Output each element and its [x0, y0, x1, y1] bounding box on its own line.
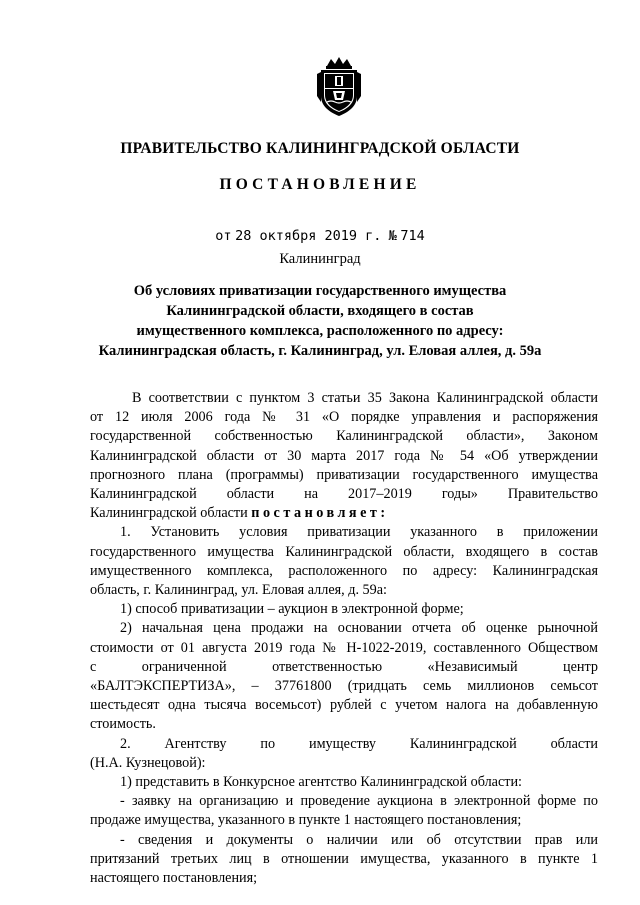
body-line: от 12 июля 2006 года № 31 «О порядке управления и распоряжения	[90, 409, 598, 426]
document-date: 28 октября 2019 г.	[235, 228, 382, 244]
title-line: имущественного комплекса, расположенного по адресу:	[136, 323, 504, 339]
body-line: Калининградской области на 2017–2019 годы» Правительство	[90, 486, 598, 503]
body-line: продаже имущества, указанного в пункте 1 настоящего постановления;	[90, 812, 522, 829]
body-line: стоимости от 01 августа 2019 года № Н-1022-2019, составленного Обществом	[90, 639, 598, 656]
document-number: 714	[400, 228, 425, 244]
date-prefix: от	[215, 228, 232, 244]
body-line-part: Калининградской области	[90, 505, 248, 522]
resolves-word: постановляет:	[251, 505, 389, 522]
title-line: Калининградская область, г. Калининград, ул. Еловая аллея, д. 59а	[98, 343, 542, 359]
title-line: Об условиях приватизации государственного имущества	[133, 283, 507, 299]
body-line: 1) способ приватизации – аукцион в электронной форме;	[120, 601, 464, 618]
body-line: прогнозного плана (программы) приватизации государственного имущества	[90, 466, 598, 483]
coat-of-arms-icon	[313, 56, 365, 118]
body-line: государственной собственностью Калининградской области», Законом	[90, 428, 598, 445]
body-line: настоящего постановления;	[90, 870, 258, 887]
body-line: - заявку на организацию и проведение аукциона в электронной форме по	[120, 793, 598, 810]
document-title	[50, 281, 590, 361]
date-line	[0, 228, 640, 245]
body-line: Калининградской области от 30 марта 2017 года № 54 «Об утверждении	[90, 447, 598, 464]
government-name: ПРАВИТЕЛЬСТВО КАЛИНИНГРАДСКОЙ ОБЛАСТИ	[120, 140, 520, 157]
document-body	[90, 389, 598, 888]
number-sign: №	[388, 228, 397, 244]
body-line: (Н.А. Кузнецовой):	[90, 754, 206, 771]
body-line: «БАЛТЭКСПЕРТИЗА», – 37761800 (тридцать семь миллионов семьсот	[90, 678, 598, 695]
body-line: В соответствии с пунктом 3 статьи 35 Закона Калининградской области	[132, 390, 598, 406]
title-line: Калининградской области, входящего в состав	[166, 303, 474, 319]
document-city: Калининград	[279, 251, 361, 267]
body-line	[90, 504, 598, 523]
body-line: стоимость.	[90, 716, 156, 733]
body-line: область, г. Калининград, ул. Еловая аллея, д. 59а:	[90, 582, 387, 599]
document-type: ПОСТАНОВЛЕНИЕ	[219, 176, 421, 193]
body-line: имущественного комплекса, расположенного по адресу: Калининградская	[90, 562, 598, 579]
body-line: - сведения и документы о наличии или об отсутствии прав или	[120, 831, 598, 848]
body-line: притязаний третьих лиц в отношении имущества, указанного в пункте 1	[90, 850, 598, 867]
body-line: 2) начальная цена продажи на основании отчета об оценке рыночной	[120, 620, 598, 637]
body-line: 1. Установить условия приватизации указанного в приложении	[120, 524, 598, 541]
body-line: государственного имущества Калининградской области, входящего в состав	[90, 543, 598, 560]
body-line: с ограниченной ответственностью «Независимый центр	[90, 658, 598, 675]
body-line: 1) представить в Конкурсное агентство Калининградской области:	[120, 774, 523, 791]
body-line: шестьдесят одна тысяча восемьсот) рублей с учетом налога на добавленную	[90, 697, 598, 714]
body-line: 2. Агентству по имуществу Калининградской области	[120, 735, 598, 752]
